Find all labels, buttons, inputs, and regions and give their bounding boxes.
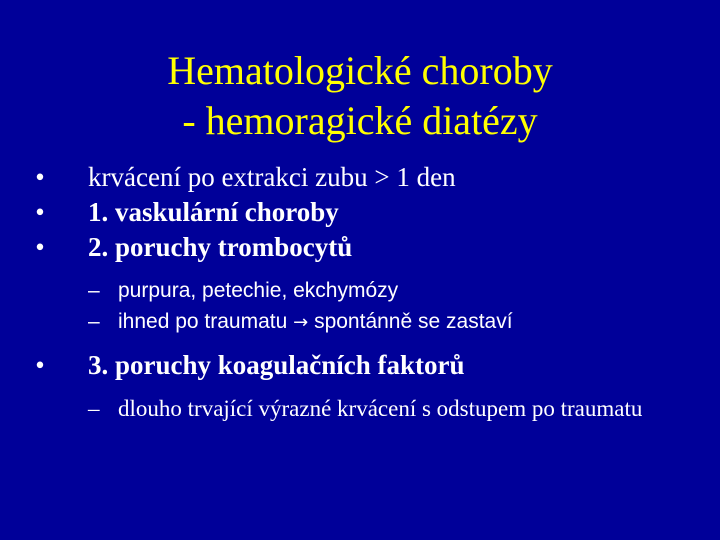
bullet-item-platelets <box>30 230 700 265</box>
bullet-dot-icon: • <box>35 350 45 380</box>
sub-bullet-text-before: ihned po traumatu <box>118 310 288 333</box>
bullet-text: krvácení po extrakci zubu > 1 den <box>88 162 456 192</box>
bullet-dot-icon: • <box>35 232 45 262</box>
dash-icon: – <box>88 279 100 302</box>
sub-bullet-text: dlouho trvající výrazné krvácení s odstupem po traumatu <box>118 396 643 421</box>
dash-icon: – <box>88 310 100 333</box>
sub-bullet-delayed-bleeding <box>30 393 700 424</box>
sub-bullet-purpura <box>30 275 700 306</box>
sub-bullet-text-after: spontánně se zastaví <box>314 310 513 333</box>
slide-title <box>0 46 720 146</box>
sub-bullet-text: purpura, petechie, ekchymózy <box>118 279 399 302</box>
bullet-dot-icon: • <box>35 197 45 227</box>
dash-icon: – <box>88 396 100 421</box>
title-line-2: - hemoragické diatézy <box>182 98 538 143</box>
bullet-text: 2. poruchy trombocytů <box>88 232 353 262</box>
bullet-item-extraction <box>30 160 700 195</box>
bullet-text: 1. vaskulární choroby <box>88 197 339 227</box>
bullet-item-vascular <box>30 195 700 230</box>
title-line-1: Hematologické choroby <box>167 48 553 93</box>
bullet-list <box>30 160 700 424</box>
bullet-text: 3. poruchy koagulačních faktorů <box>88 350 465 380</box>
bullet-dot-icon: • <box>35 162 45 192</box>
sub-bullet-trauma <box>30 306 700 338</box>
bullet-item-coagulation <box>30 348 700 383</box>
right-arrow-icon: → <box>293 312 309 333</box>
